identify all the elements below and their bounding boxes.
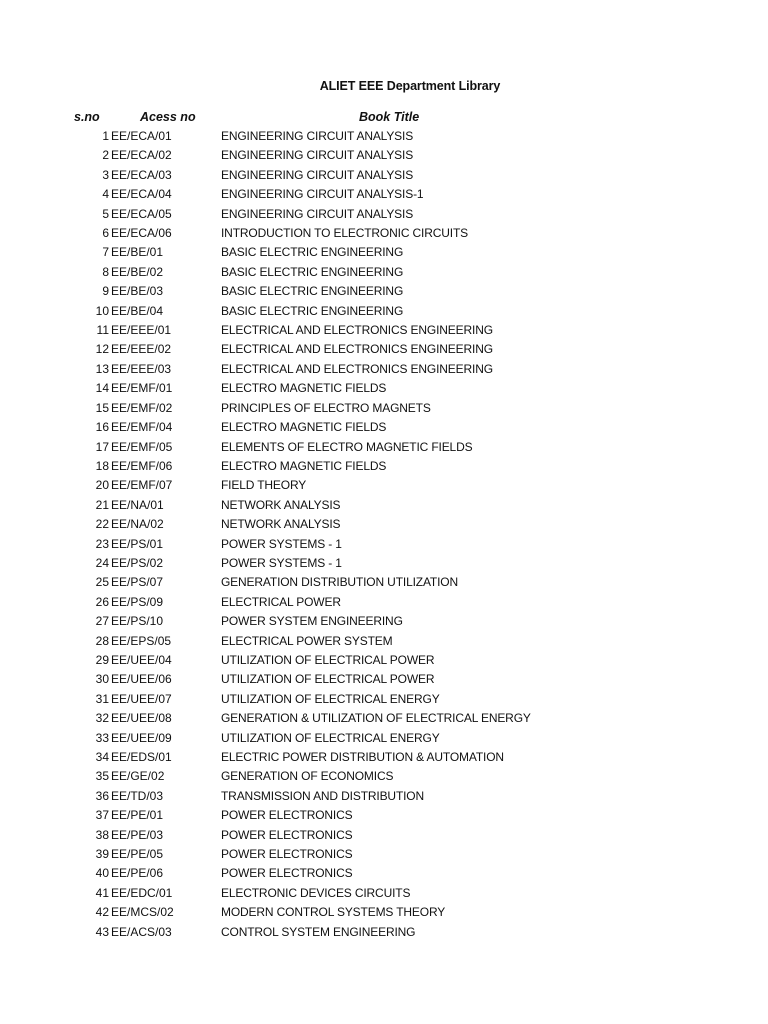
access-number-cell: EE/ECA/02 bbox=[111, 148, 172, 163]
book-title-cell: INTRODUCTION TO ELECTRONIC CIRCUITS bbox=[221, 226, 468, 241]
book-title-cell: ELECTRICAL POWER bbox=[221, 594, 341, 609]
serial-number-cell: 42 bbox=[95, 905, 109, 920]
table-row bbox=[0, 612, 768, 631]
serial-number-cell: 3 bbox=[102, 167, 109, 182]
serial-number-cell: 38 bbox=[95, 827, 109, 842]
book-title-cell: GENERATION DISTRIBUTION UTILIZATION bbox=[221, 575, 458, 590]
access-number-cell: EE/UEE/09 bbox=[111, 730, 172, 745]
access-number-cell: EE/PE/03 bbox=[111, 827, 164, 842]
book-title-cell: MODERN CONTROL SYSTEMS THEORY bbox=[221, 905, 446, 920]
access-number-cell: EE/EPS/05 bbox=[111, 633, 172, 648]
book-title-cell: PRINCIPLES OF ELECTRO MAGNETS bbox=[221, 400, 431, 415]
access-number-cell: EE/PE/01 bbox=[111, 808, 164, 823]
access-number-cell: EE/EMF/07 bbox=[111, 478, 173, 493]
book-title-cell: POWER SYSTEMS - 1 bbox=[221, 536, 342, 551]
book-title-cell: BASIC ELECTRIC ENGINEERING bbox=[221, 264, 404, 279]
book-title-cell: ENGINEERING CIRCUIT ANALYSIS bbox=[221, 206, 414, 221]
access-number-cell: EE/UEE/07 bbox=[111, 691, 172, 706]
serial-number-cell: 8 bbox=[102, 264, 109, 279]
serial-number-cell: 7 bbox=[102, 245, 109, 260]
book-title-cell: ENGINEERING CIRCUIT ANALYSIS bbox=[221, 129, 414, 143]
table-row bbox=[0, 515, 768, 534]
book-title-cell: ENGINEERING CIRCUIT ANALYSIS bbox=[221, 167, 414, 182]
serial-number-cell: 9 bbox=[102, 284, 109, 299]
table-row bbox=[0, 651, 768, 670]
page-title: ALIET EEE Department Library bbox=[319, 79, 501, 93]
serial-number-cell: 43 bbox=[95, 924, 109, 939]
table-row bbox=[0, 535, 768, 554]
book-title-cell: ELECTRO MAGNETIC FIELDS bbox=[221, 420, 387, 435]
book-title-cell: ELECTRICAL AND ELECTRONICS ENGINEERING bbox=[221, 342, 493, 357]
access-number-cell: EE/EDC/01 bbox=[111, 885, 173, 900]
table-row bbox=[0, 690, 768, 709]
book-title-cell: NETWORK ANALYSIS bbox=[221, 517, 341, 532]
access-number-cell: EE/EMF/02 bbox=[111, 400, 173, 415]
serial-number-cell: 14 bbox=[95, 381, 109, 396]
access-number-cell: EE/EEE/01 bbox=[111, 323, 172, 338]
serial-number-cell: 11 bbox=[96, 323, 109, 338]
serial-number-cell: 20 bbox=[95, 478, 109, 493]
serial-number-cell: 41 bbox=[95, 885, 109, 900]
book-title-cell: TRANSMISSION AND DISTRIBUTION bbox=[221, 788, 425, 803]
table-row bbox=[0, 205, 768, 224]
table-row bbox=[0, 593, 768, 612]
access-number-cell: EE/MCS/02 bbox=[111, 905, 174, 920]
table-row bbox=[0, 748, 768, 767]
book-title-cell: ELECTRO MAGNETIC FIELDS bbox=[221, 381, 387, 396]
access-number-cell: EE/EMF/06 bbox=[111, 458, 173, 473]
table-row bbox=[0, 379, 768, 398]
table-row bbox=[0, 884, 768, 903]
serial-number-cell: 35 bbox=[95, 769, 109, 784]
table-row bbox=[0, 476, 768, 495]
serial-number-cell: 24 bbox=[95, 555, 109, 570]
access-number-cell: EE/PS/02 bbox=[111, 555, 164, 570]
table-row bbox=[0, 903, 768, 922]
book-title-cell: GENERATION OF ECONOMICS bbox=[221, 769, 394, 784]
serial-number-cell: 36 bbox=[95, 788, 109, 803]
serial-number-cell: 33 bbox=[95, 730, 109, 745]
table-row bbox=[0, 670, 768, 689]
table-row bbox=[0, 243, 768, 262]
serial-number-cell: 6 bbox=[102, 226, 109, 241]
serial-number-cell: 1 bbox=[102, 129, 109, 143]
serial-number-cell: 29 bbox=[95, 652, 109, 667]
access-number-cell: EE/ACS/03 bbox=[111, 924, 172, 939]
table-row bbox=[0, 457, 768, 476]
table-row bbox=[0, 438, 768, 457]
serial-number-cell: 34 bbox=[95, 750, 109, 764]
serial-number-cell: 32 bbox=[95, 711, 109, 726]
serial-number-cell: 18 bbox=[95, 458, 109, 473]
serial-number-cell: 39 bbox=[95, 847, 109, 862]
access-number-cell: EE/BE/04 bbox=[111, 303, 164, 318]
serial-number-cell: 22 bbox=[95, 517, 109, 532]
serial-number-cell: 31 bbox=[95, 691, 109, 706]
table-row bbox=[0, 729, 768, 748]
table-row bbox=[0, 767, 768, 786]
access-number-cell: EE/EMF/04 bbox=[111, 420, 173, 435]
table-row bbox=[0, 787, 768, 806]
serial-number-cell: 25 bbox=[95, 575, 109, 590]
access-number-cell: EE/BE/01 bbox=[111, 245, 164, 260]
access-number-cell: EE/EEE/03 bbox=[111, 361, 172, 376]
book-title-cell: ELECTRONIC DEVICES CIRCUITS bbox=[221, 885, 411, 900]
table-row bbox=[0, 826, 768, 845]
serial-number-cell: 37 bbox=[95, 808, 109, 823]
book-title-cell: ELECTRICAL POWER SYSTEM bbox=[221, 633, 393, 648]
serial-number-cell: 10 bbox=[95, 303, 109, 318]
table-row bbox=[0, 573, 768, 592]
access-number-cell: EE/NA/02 bbox=[111, 517, 164, 532]
table-row bbox=[0, 399, 768, 418]
book-title-cell: UTILIZATION OF ELECTRICAL ENERGY bbox=[221, 730, 440, 745]
column-header-access-no: Acess no bbox=[140, 110, 196, 124]
table-row bbox=[0, 321, 768, 340]
book-title-cell: BASIC ELECTRIC ENGINEERING bbox=[221, 303, 404, 318]
book-title-cell: BASIC ELECTRIC ENGINEERING bbox=[221, 284, 404, 299]
access-number-cell: EE/PE/05 bbox=[111, 847, 164, 862]
serial-number-cell: 27 bbox=[95, 614, 109, 629]
table-row bbox=[0, 418, 768, 437]
table-row bbox=[0, 864, 768, 883]
book-title-cell: ELEMENTS OF ELECTRO MAGNETIC FIELDS bbox=[221, 439, 473, 454]
table-row bbox=[0, 360, 768, 379]
access-number-cell: EE/UEE/08 bbox=[111, 711, 172, 726]
table-row bbox=[0, 340, 768, 359]
serial-number-cell: 12 bbox=[95, 342, 109, 357]
access-number-cell: EE/BE/02 bbox=[111, 264, 164, 279]
table-row bbox=[0, 146, 768, 165]
table-row bbox=[0, 923, 768, 942]
table-row bbox=[0, 185, 768, 204]
serial-number-cell: 4 bbox=[102, 187, 109, 202]
table-header bbox=[0, 110, 768, 128]
book-title-cell: UTILIZATION OF ELECTRICAL POWER bbox=[221, 672, 435, 687]
access-number-cell: EE/PS/09 bbox=[111, 594, 164, 609]
table-row bbox=[0, 709, 768, 728]
table-row bbox=[0, 806, 768, 825]
serial-number-cell: 2 bbox=[102, 148, 109, 163]
book-title-cell: POWER ELECTRONICS bbox=[221, 827, 353, 842]
access-number-cell: EE/EMF/05 bbox=[111, 439, 173, 454]
book-title-cell: GENERATION & UTILIZATION OF ELECTRICAL ENERGY bbox=[221, 711, 531, 726]
access-number-cell: EE/NA/01 bbox=[111, 497, 164, 512]
access-number-cell: EE/PS/01 bbox=[111, 536, 164, 551]
book-title-cell: UTILIZATION OF ELECTRICAL POWER bbox=[221, 652, 435, 667]
access-number-cell: EE/ECA/06 bbox=[111, 226, 172, 241]
book-title-cell: ELECTRICAL AND ELECTRONICS ENGINEERING bbox=[221, 323, 493, 338]
book-title-cell: ELECTRIC POWER DISTRIBUTION & AUTOMATION bbox=[221, 750, 504, 764]
access-number-cell: EE/TD/03 bbox=[111, 788, 164, 803]
access-number-cell: EE/EDS/01 bbox=[111, 750, 172, 764]
serial-number-cell: 15 bbox=[95, 400, 109, 415]
serial-number-cell: 17 bbox=[95, 439, 109, 454]
book-title-cell: FIELD THEORY bbox=[221, 478, 307, 493]
book-title-cell: POWER ELECTRONICS bbox=[221, 808, 353, 823]
access-number-cell: EE/ECA/01 bbox=[111, 129, 172, 143]
access-number-cell: EE/EMF/01 bbox=[111, 381, 173, 396]
book-table-body bbox=[0, 127, 768, 942]
book-title-cell: UTILIZATION OF ELECTRICAL ENERGY bbox=[221, 691, 440, 706]
table-row bbox=[0, 554, 768, 573]
serial-number-cell: 28 bbox=[95, 633, 109, 648]
access-number-cell: EE/EEE/02 bbox=[111, 342, 172, 357]
book-title-cell: POWER SYSTEMS - 1 bbox=[221, 555, 342, 570]
book-title-cell: POWER ELECTRONICS bbox=[221, 847, 353, 862]
access-number-cell: EE/ECA/05 bbox=[111, 206, 172, 221]
table-row bbox=[0, 224, 768, 243]
serial-number-cell: 40 bbox=[95, 866, 109, 881]
table-row bbox=[0, 263, 768, 282]
access-number-cell: EE/GE/02 bbox=[111, 769, 165, 784]
column-header-sno: s.no bbox=[74, 110, 100, 124]
book-title-cell: ENGINEERING CIRCUIT ANALYSIS bbox=[221, 148, 414, 163]
table-row bbox=[0, 845, 768, 864]
table-row bbox=[0, 632, 768, 651]
access-number-cell: EE/PS/07 bbox=[111, 575, 164, 590]
book-title-cell: ELECTRICAL AND ELECTRONICS ENGINEERING bbox=[221, 361, 493, 376]
table-row bbox=[0, 166, 768, 185]
access-number-cell: EE/UEE/04 bbox=[111, 652, 172, 667]
book-title-cell: ENGINEERING CIRCUIT ANALYSIS-1 bbox=[221, 187, 424, 202]
serial-number-cell: 26 bbox=[95, 594, 109, 609]
book-title-cell: NETWORK ANALYSIS bbox=[221, 497, 341, 512]
access-number-cell: EE/ECA/04 bbox=[111, 187, 172, 202]
book-title-cell: CONTROL SYSTEM ENGINEERING bbox=[221, 924, 416, 939]
access-number-cell: EE/BE/03 bbox=[111, 284, 164, 299]
serial-number-cell: 16 bbox=[95, 420, 109, 435]
serial-number-cell: 23 bbox=[95, 536, 109, 551]
serial-number-cell: 30 bbox=[95, 672, 109, 687]
table-row bbox=[0, 282, 768, 301]
access-number-cell: EE/PS/10 bbox=[111, 614, 164, 629]
column-header-book-title: Book Title bbox=[359, 110, 420, 124]
table-row bbox=[0, 302, 768, 321]
book-title-cell: BASIC ELECTRIC ENGINEERING bbox=[221, 245, 404, 260]
book-title-cell: POWER SYSTEM ENGINEERING bbox=[221, 614, 403, 629]
serial-number-cell: 13 bbox=[95, 361, 109, 376]
access-number-cell: EE/ECA/03 bbox=[111, 167, 172, 182]
serial-number-cell: 5 bbox=[102, 206, 109, 221]
access-number-cell: EE/PE/06 bbox=[111, 866, 164, 881]
book-title-cell: POWER ELECTRONICS bbox=[221, 866, 353, 881]
serial-number-cell: 21 bbox=[95, 497, 109, 512]
access-number-cell: EE/UEE/06 bbox=[111, 672, 172, 687]
table-row bbox=[0, 127, 768, 146]
table-row bbox=[0, 496, 768, 515]
book-title-cell: ELECTRO MAGNETIC FIELDS bbox=[221, 458, 387, 473]
